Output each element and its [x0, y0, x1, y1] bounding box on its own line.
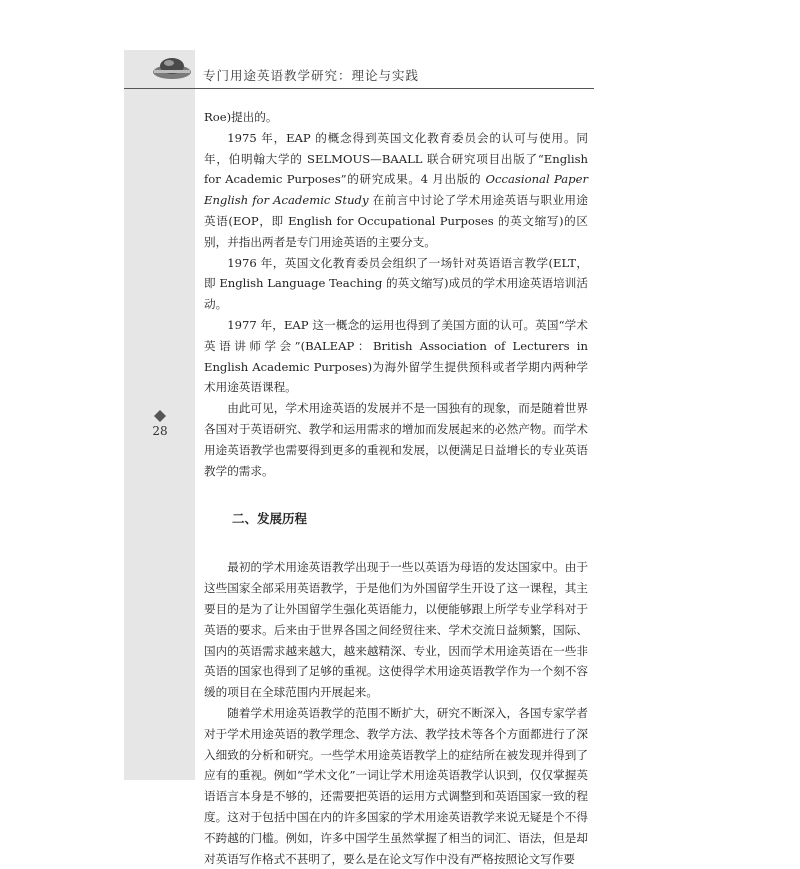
paragraph-text: 最初的学术用途英语教学出现于一些以英语为母语的发达国家中。由于这些国家全部采用英语教学，于是他们为外国留学生开设了这一课程，其主要目的是为了让外国留学生强化英语能力，以便能够跟上所学专业学科对于英语的要求。后来由于世界各国之间经贸往来、学术交流日益频繁，国际、国内的英语需求越来越大，越来越精深、专业，因而学术用途英语在一些非英语的国家也得到了足够的重视。这使得学术用途英语教学作为一个刻不容缓的项目在全球范围内开展起来。	[204, 560, 588, 700]
header-rule	[124, 88, 594, 89]
paragraphs-after-section	[204, 557, 588, 869]
body-paragraph	[204, 315, 588, 398]
body-paragraph	[204, 557, 588, 703]
paragraphs-before-section	[204, 107, 588, 481]
section-title: 二、发展历程	[232, 511, 308, 527]
paragraph-text: 随着学术用途英语教学的范围不断扩大，研究不断深入，各国专家学者对于学术用途英语的教学理念、教学方法、教学技术等各个方面都进行了深入细致的分析和研究。一些学术用途英语教学上的症结所在被发现并得到了应有的重视。例如“学术文化”一词让学术用途英语教学认识到，仅仅掌握英语语言本身是不够的，还需要把英语的运用方式调整到和英语国家一致的程度。这对于包括中国在内的许多国家的学术用途英语教学来说无疑是个不得不跨越的门槛。例如，许多中国学生虽然掌握了相当的词汇、语法，但是却对英语写作格式不甚明了，要么是在论文写作中没有严格按照论文写作要	[204, 705, 588, 866]
body-paragraph	[204, 703, 588, 869]
paragraph-text: 由此可见，学术用途英语的发展并不是一国独有的现象，而是随着世界各国对于英语研究、教学和运用需求的增加而发展起来的必然产物。而学术用途英语教学也需要得到更多的重视和发展，以便满足日益增长的专业英语教学的需求。	[204, 401, 588, 478]
paragraph-text: 在前言中讨论了学术用途英语与职业用途英语(EOP，即 English for Occupational Purposes 的英文缩写)的区别，并指出两者是专门用途英语的主要分支。	[204, 193, 588, 249]
body-paragraph	[204, 128, 588, 253]
book-title-italic: Occasional Paper English for Academic Study	[204, 172, 588, 208]
diamond-icon	[154, 410, 166, 422]
body-paragraph	[204, 398, 588, 481]
publisher-logo-icon	[152, 56, 192, 80]
running-head: 专门用途英语教学研究：理论与实践	[203, 68, 420, 83]
body-paragraph	[204, 107, 588, 128]
paragraph-text: 1977 年，EAP 这一概念的运用也得到了美国方面的认可。英国“学术英语讲师学会”(BALEAP：British Association of Lecturers in English Academic Purposes)为海外留学生提供预科或者学期内两种学术用途英语课程。	[204, 317, 588, 395]
paragraph-text: Roe)提出的。	[204, 110, 278, 124]
page-number: 28	[152, 424, 168, 438]
paragraph-text: 1976 年，英国文化教育委员会组织了一场针对英语语言教学(ELT，即 English Language Teaching 的英文缩写)成员的学术用途英语培训活动。	[204, 255, 588, 312]
page-body	[204, 107, 588, 869]
body-paragraph	[204, 253, 588, 315]
paragraph-text: 1975 年，EAP 的概念得到英国文化教育委员会的认可与使用。同年，伯明翰大学的 SELMOUS—BAALL 联合研究项目出版了“English for Academic Purposes”的研究成果。4 月出版的	[204, 130, 588, 187]
